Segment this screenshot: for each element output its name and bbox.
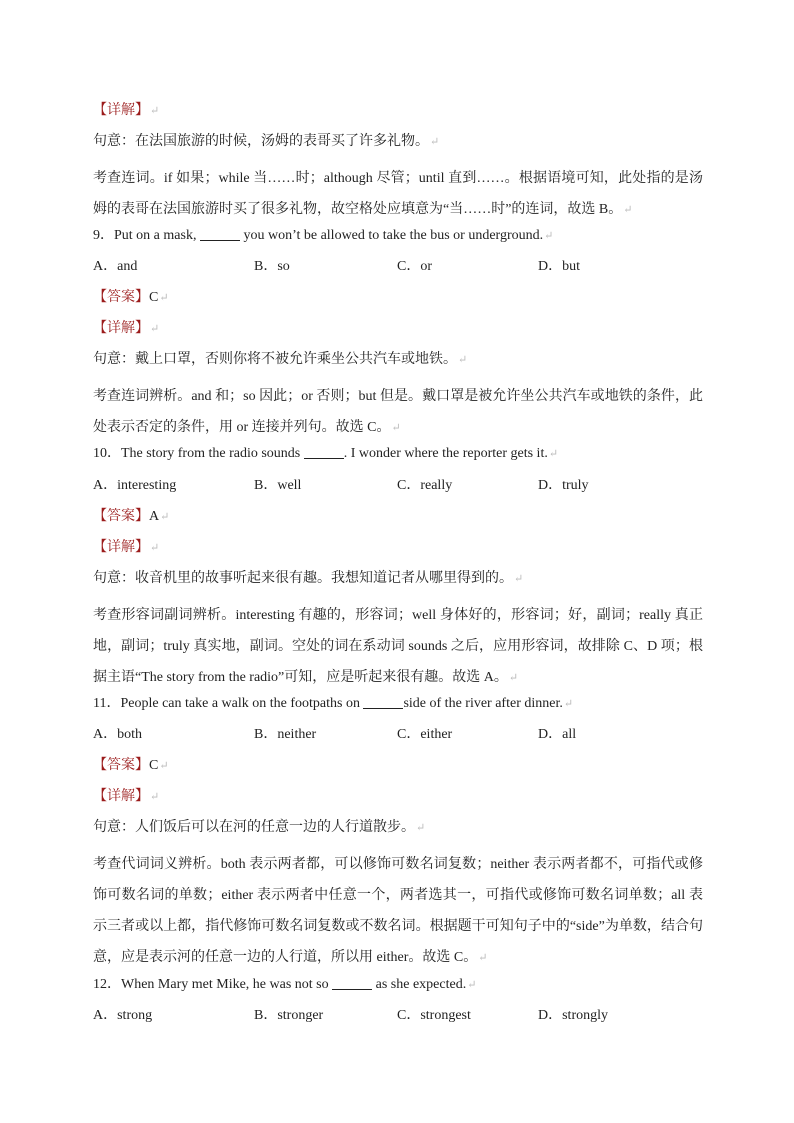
detail-label: 【详解】↵ <box>93 789 160 804</box>
options-row <box>93 476 703 496</box>
option-a: A．both <box>93 727 142 742</box>
answer-line: 【答案】C↵ <box>93 290 169 305</box>
answer-blank <box>332 975 372 990</box>
sentence-meaning: 句意：在法国旅游的时候，汤姆的表哥买了许多礼物。↵ <box>93 134 440 149</box>
option-d: D．strongly <box>538 1008 608 1023</box>
sentence-meaning: 句意：戴上口罩，否则你将不被允许乘坐公共汽车或地铁。↵ <box>93 352 468 367</box>
detail-label: 【详解】↵ <box>93 321 160 336</box>
option-d: D．truly <box>538 478 589 493</box>
answer-line: 【答案】C↵ <box>93 758 169 773</box>
option-a: A．strong <box>93 1008 153 1023</box>
detail-label: 【详解】↵ <box>93 103 160 118</box>
explanation-paragraph: 考查连词辨析。and 和；so 因此；or 否则；but 但是。戴口罩是被允许坐公共汽车或地铁的条件，此处表示否定的条件，用 or 连接并列句。故选 C。↵ <box>93 389 703 435</box>
answer-blank <box>363 694 403 709</box>
option-d: D．all <box>538 727 577 742</box>
question-stem: 12．When Mary met Mike, he was not so as she expected.↵ <box>93 977 477 992</box>
options-row <box>93 257 703 277</box>
option-c: C．strongest <box>397 1008 471 1023</box>
option-c: C．really <box>397 478 453 493</box>
answer-blank <box>304 444 344 459</box>
option-b: B．so <box>254 259 290 274</box>
option-b: B．neither <box>254 727 317 742</box>
option-b: B．stronger <box>254 1008 324 1023</box>
option-c: C．either <box>397 727 453 742</box>
detail-label: 【详解】↵ <box>93 540 160 555</box>
explanation-paragraph: 考查连词。if 如果；while 当……时；although 尽管；until 直到……。根据语境可知，此处指的是汤姆的表哥在法国旅游时买了很多礼物，故空格处应填意为“当……时”的连词，故选 B。↵ <box>93 171 703 217</box>
options-row <box>93 725 703 745</box>
options-row <box>93 1006 703 1026</box>
sentence-meaning: 句意：收音机里的故事听起来很有趣。我想知道记者从哪里得到的。↵ <box>93 571 524 586</box>
answer-blank <box>200 226 240 241</box>
option-d: D．but <box>538 259 580 274</box>
question-stem: 11．People can take a walk on the footpaths on side of the river after dinner.↵ <box>93 696 574 711</box>
option-a: A．and <box>93 259 138 274</box>
explanation-paragraph: 考查代词词义辨析。both 表示两者都，可以修饰可数名词复数；neither 表示两者都不，可指代或修饰可数名词的单数；either 表示两者中任意一个，两者选其一，可指代或修饰可数名词单数；all 表示三者或以上都，指代修饰可数名词复数或不数名词。根据题干可知句子中的“side”为单数，结合句意，应是表示河的任意一边的人行道，所以用 either。故选 C。↵ <box>93 857 703 965</box>
answer-line: 【答案】A↵ <box>93 509 170 524</box>
option-b: B．well <box>254 478 302 493</box>
question-stem: 10．The story from the radio sounds . I wonder where the reporter gets it.↵ <box>93 446 559 461</box>
option-a: A．interesting <box>93 478 177 493</box>
explanation-paragraph: 考查形容词副词辨析。interesting 有趣的，形容词；well 身体好的，形容词；好，副词；really 真正地，副词；truly 真实地，副词。空处的词在系动词 sounds 之后，应用形容词，故排除 C、D 项；根据主语“The story from the radio”可知，应是听起来很有趣。故选 A。↵ <box>93 608 703 685</box>
sentence-meaning: 句意：人们饭后可以在河的任意一边的人行道散步。↵ <box>93 820 426 835</box>
option-c: C．or <box>397 259 432 274</box>
question-stem: 9．Put on a mask, you won’t be allowed to take the bus or underground.↵ <box>93 228 554 243</box>
